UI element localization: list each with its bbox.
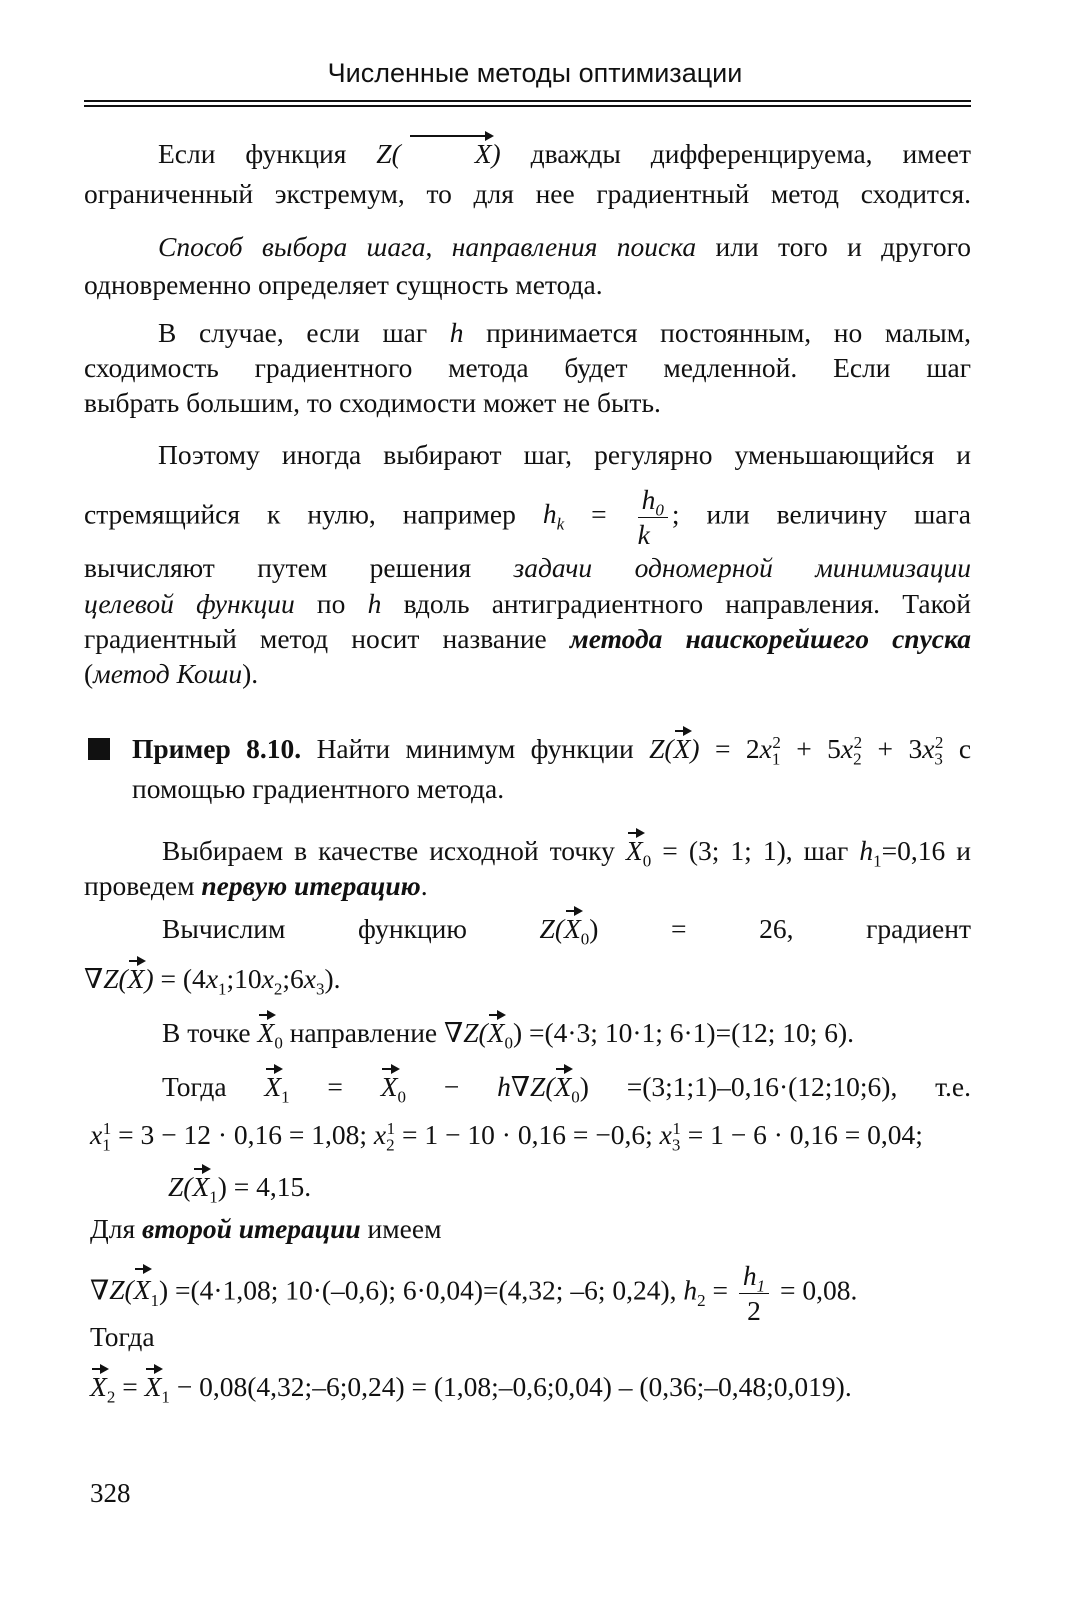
p3-line-3: выбрать большим, то сходимости может не быть. — [84, 387, 661, 418]
p1-line-1: Если функция Z( X) дважды дифференцируема, имеет — [158, 138, 971, 169]
p2-line-2: одновременно определяет сущность метода. — [84, 269, 603, 300]
p3-line-1: В случае, если шаг h принимается постоянным, но малым, — [158, 317, 971, 348]
example-line-2: помощью градиентного метода. — [132, 773, 505, 804]
sol-line-4: $\nabla Z(X) = (4x_1;10x_2;6x_3)$. — [84, 963, 341, 999]
header-rule-top — [84, 100, 971, 102]
p3-line-2: сходимость градиентного метода будет медленной. Если шаг — [84, 352, 971, 383]
sol-line-6: Тогда $X_1 = X_0 - h\nabla Z(X_0)$ =(3;1;1)–0,16·(12;10;6), т.е. — [162, 1071, 971, 1107]
sol-line-8: $Z(X_1) = 4,15$. — [168, 1171, 312, 1207]
sol-line-9: Для второй итерации имеем — [90, 1213, 442, 1244]
example-line-1: Пример 8.10. Найти минимум функции $Z(X) = 2x_1^2 + 5x_2^2 + 3x_3^2$ с — [132, 732, 972, 769]
p4-line-1: Поэтому иногда выбирают шаг, регулярно уменьшающийся и — [158, 439, 971, 470]
p4-line-5: градиентный метод носит название метода наискорейшего спуска — [84, 623, 972, 654]
p1-line-2: ограниченный экстремум, то для нее градиентный метод сходится. — [84, 178, 971, 209]
sol-line-10: $\nabla Z(X_1) =(4\cdot 1,08$; 10·(–0,6); 6·0,04)=(4,32; –6; 0,24), $h_2$ = $\frac{h_1}{2}$ = 0,08. — [90, 1260, 858, 1326]
p4-line-6: (метод Коши). — [84, 658, 259, 689]
page-number: 328 — [90, 1478, 131, 1508]
sol-line-7: $x_1^1 = 3 - 12 \cdot 0,16 = 1,08$; $x_2^1 = 1 - 10 \cdot 0,16 = -0,6$; $x_3^1 = 1 - 6 \cdot 0,16 = 0,04$; — [90, 1118, 923, 1155]
sol-line-2: проведем первую итерацию. — [84, 870, 428, 901]
sol-line-12: $X_2 = X_1$ − 0,08(4,32;–6;0,24) = (1,08;–0,6;0,04) – (0,36;–0,48;0,019). — [90, 1371, 852, 1407]
example-bullet — [88, 738, 110, 760]
p4-line-4: целевой функции по h вдоль антиградиентного направления. Такой — [84, 588, 971, 619]
sol-line-5: В точке $X_0$ направление $\nabla Z(X_0) =(4\cdot 3$; 10·1; 6·1)=(12; 10; 6). — [162, 1017, 855, 1053]
p2-line-1: Способ выбора шага, направления поиска или того и другого — [158, 231, 971, 262]
header-rule-bottom — [84, 105, 971, 107]
h0-over-k-fraction: $\frac{h_0}{k}$ — [638, 486, 668, 548]
h1-over-2-fraction: $\frac{h_1}{2}$ — [739, 1262, 769, 1324]
sol-line-3: Вычислим функцию $Z(X_0) = 26$, градиент — [162, 913, 971, 949]
sol-line-11: Тогда — [90, 1321, 155, 1352]
running-header: Численные методы оптимизации — [327, 58, 743, 88]
p4-line-2: стремящийся к нулю, например $h_k$ = $\frac{h_0}{k}$ ; или величину шага — [84, 484, 971, 550]
p4-line-3: вычисляют путем решения задачи одномерной минимизации — [84, 552, 971, 583]
sol-line-1: Выбираем в качестве исходной точку $X_0 = (3$; 1; 1), шаг $h_1=0,16$ и — [162, 835, 971, 871]
